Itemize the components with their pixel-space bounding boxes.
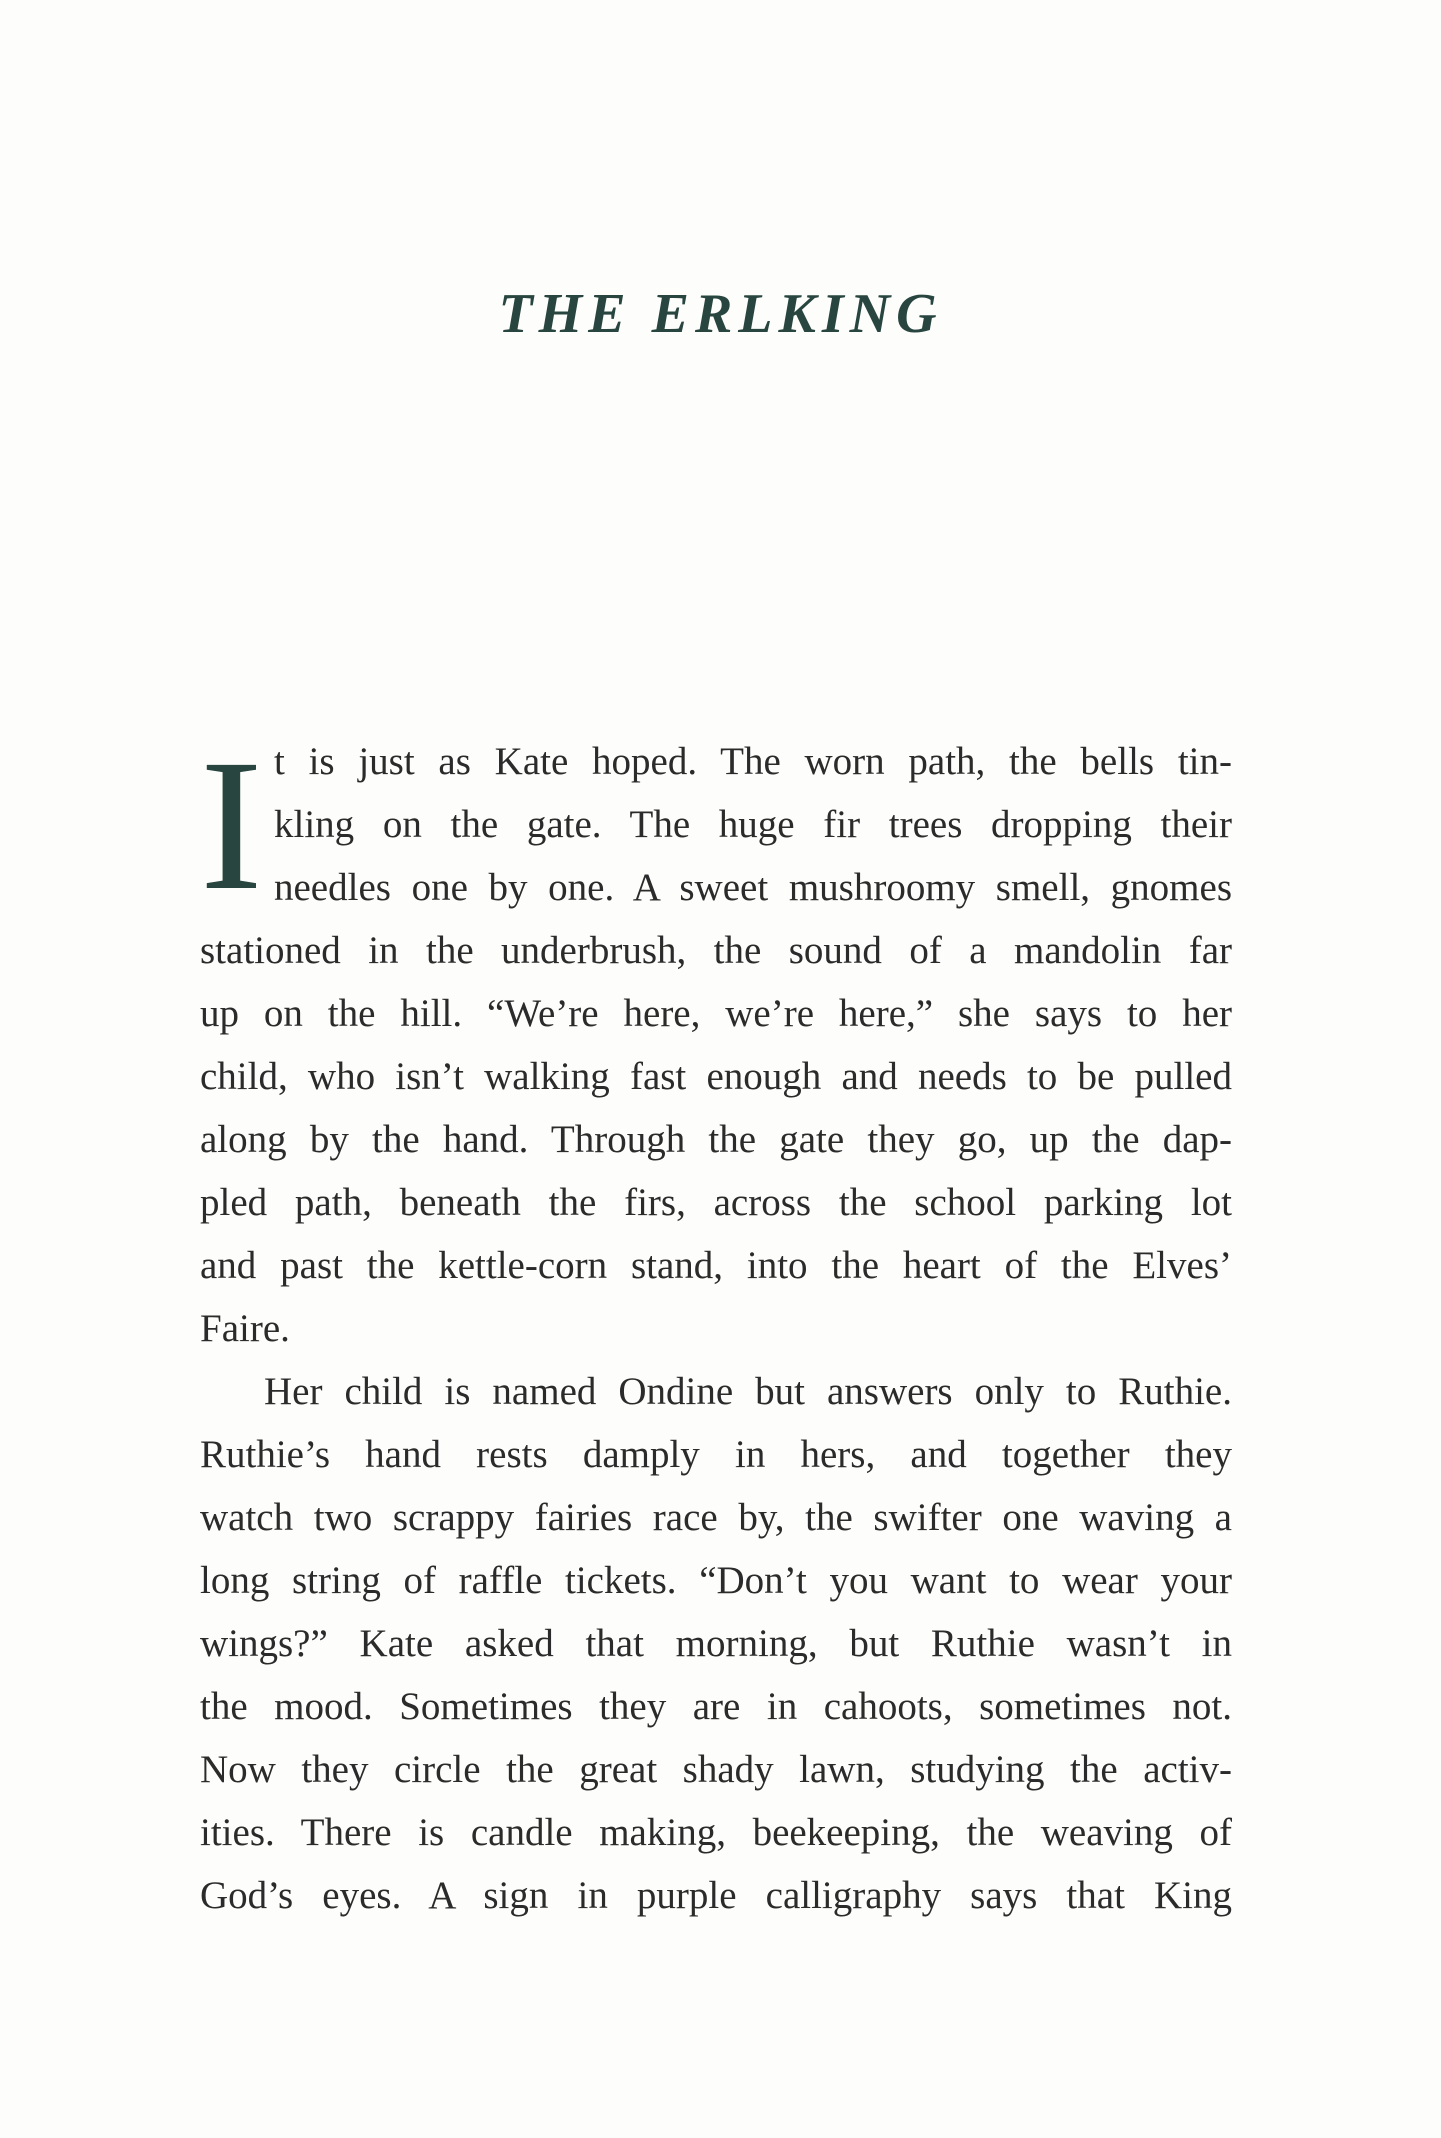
text-line: child, who isn’t walking fast enough and needs to be pulled xyxy=(200,1055,1232,1098)
text-line: Her child is named Ondine but answers only to Ruthie. xyxy=(264,1370,1232,1413)
text-line: needles one by one. A sweet mushroomy smell, gnomes xyxy=(274,866,1232,909)
text-line: stationed in the underbrush, the sound of a mandolin far xyxy=(200,929,1232,972)
text-line: up on the hill. “We’re here, we’re here,” she says to her xyxy=(200,992,1232,1035)
text-line: kling on the gate. The huge fir trees dropping their xyxy=(274,803,1232,846)
body-text xyxy=(200,720,1232,1927)
text-line: t is just as Kate hoped. The worn path, the bells tin- xyxy=(274,740,1232,783)
text-line: wings?” Kate asked that morning, but Ruthie wasn’t in xyxy=(200,1622,1232,1665)
text-line: the mood. Sometimes they are in cahoots, sometimes not. xyxy=(200,1685,1232,1728)
paragraph-1 xyxy=(200,720,1232,1360)
paragraph-2 xyxy=(200,1360,1232,1927)
text-line: Now they circle the great shady lawn, studying the activ- xyxy=(200,1748,1232,1791)
chapter-title: THE ERLKING xyxy=(498,283,943,345)
drop-cap: I xyxy=(200,720,263,929)
text-line: God’s eyes. A sign in purple calligraphy says that King xyxy=(200,1874,1232,1917)
text-line: along by the hand. Through the gate they go, up the dap- xyxy=(200,1118,1232,1161)
text-line: pled path, beneath the firs, across the school parking lot xyxy=(200,1181,1232,1224)
text-line: Ruthie’s hand rests damply in hers, and together they xyxy=(200,1433,1232,1476)
text-line: ities. There is candle making, beekeeping, the weaving of xyxy=(200,1811,1232,1854)
text-line: long string of raffle tickets. “Don’t you want to wear your xyxy=(200,1559,1232,1602)
text-line: and past the kettle-corn stand, into the heart of the Elves’ xyxy=(200,1244,1232,1287)
text-line: watch two scrappy fairies race by, the swifter one waving a xyxy=(200,1496,1232,1539)
text-line: Faire. xyxy=(200,1307,290,1350)
